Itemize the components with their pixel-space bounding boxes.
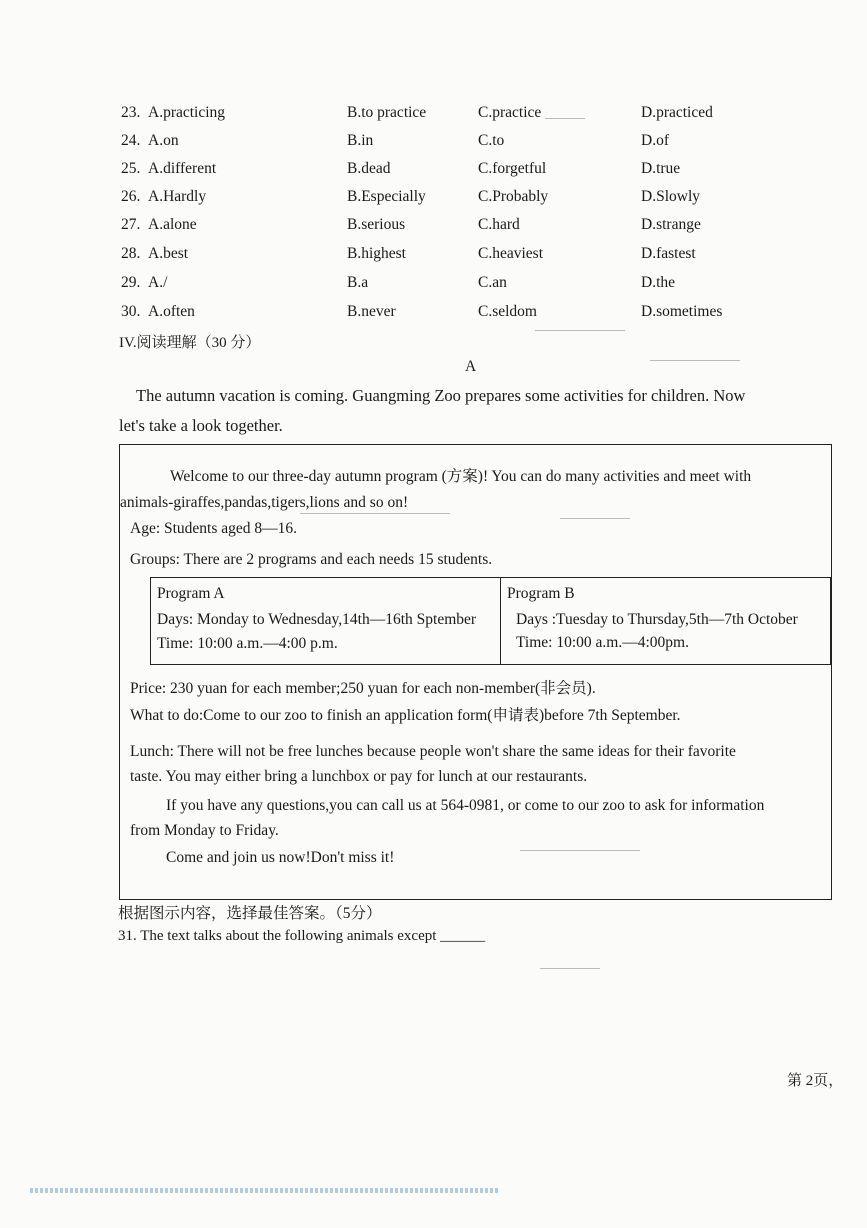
question-row (0, 187, 867, 211)
question-number: 30. (121, 303, 141, 320)
passage-letter: A (465, 358, 477, 375)
notice-questions-line-1: If you have any questions,you can call us at 564-0981, or come to our zoo to ask for information (166, 797, 765, 814)
program-a-time: Time: 10:00 a.m.—4:00 p.m. (157, 635, 338, 652)
question-row (0, 159, 867, 183)
program-a-title: Program A (157, 585, 225, 602)
option-d: D.true (641, 160, 681, 177)
option-b: B.highest (347, 245, 406, 262)
program-table (150, 577, 831, 665)
question-row (0, 244, 867, 268)
program-b-days: Days :Tuesday to Thursday,5th—7th October (516, 611, 798, 628)
passage-intro-line-2: let's take a look together. (119, 416, 283, 435)
scan-speck (650, 360, 740, 361)
option-b: B.to practice (347, 104, 427, 121)
question-row (0, 131, 867, 155)
option-b: B.Especially (347, 188, 426, 205)
notice-welcome-line-2: animals-giraffes,pandas,tigers,lions and so on! (120, 494, 409, 511)
option-b: B.dead (347, 160, 391, 177)
section-heading: IV.阅读理解（30 分） (119, 335, 261, 351)
passage-intro-line-1: The autumn vacation is coming. Guangming Zoo prepares some activities for children. Now (136, 386, 746, 405)
question-number: 28. (121, 245, 141, 262)
option-d: D.of (641, 132, 669, 149)
program-b-time: Time: 10:00 a.m.—4:00pm. (516, 634, 689, 651)
program-a-days: Days: Monday to Wednesday,14th—16th Sptember (157, 611, 477, 628)
option-d: D.the (641, 274, 676, 291)
question-row (0, 215, 867, 239)
option-b: B.a (347, 274, 369, 291)
option-a: A.often (148, 303, 195, 320)
scan-footer-strip (30, 1188, 500, 1193)
scan-speck (520, 850, 640, 851)
option-d: D.fastest (641, 245, 696, 262)
option-d: D.practiced (641, 104, 713, 121)
option-c: C.to (478, 132, 505, 149)
option-c: C.heaviest (478, 245, 543, 262)
scan-speck (535, 330, 625, 331)
question-31: 31. The text talks about the following animals except ______ (118, 928, 486, 944)
question-number: 27. (121, 216, 141, 233)
notice-groups: Groups: There are 2 programs and each needs 15 students. (130, 551, 493, 568)
option-a: A.alone (148, 216, 197, 233)
program-b-title: Program B (507, 585, 575, 602)
option-a: A./ (148, 274, 168, 291)
option-d: D.sometimes (641, 303, 723, 320)
instruction-text: 根据图示内容，选择最佳答案。（5分） (118, 905, 382, 922)
option-a: A.best (148, 245, 189, 262)
page-number: 第 2页， (787, 1073, 844, 1089)
scan-speck (540, 968, 600, 969)
scan-speck (545, 118, 585, 119)
question-number: 23. (121, 104, 141, 121)
question-row (0, 103, 867, 127)
option-b: B.in (347, 132, 374, 149)
option-a: A.on (148, 132, 179, 149)
question-number: 24. (121, 132, 141, 149)
option-a: A.Hardly (148, 188, 207, 205)
option-c: C.an (478, 274, 507, 291)
program-a-cell (151, 578, 501, 664)
scan-speck (560, 518, 630, 519)
notice-lunch-line-2: taste. You may either bring a lunchbox or pay for lunch at our restaurants. (130, 768, 588, 785)
option-b: B.serious (347, 216, 406, 233)
question-number: 26. (121, 188, 141, 205)
option-c: C.seldom (478, 303, 537, 320)
scan-speck (300, 513, 450, 514)
question-row (0, 302, 867, 326)
question-number: 25. (121, 160, 141, 177)
notice-questions-line-2: from Monday to Friday. (130, 822, 279, 839)
notice-lunch-line-1: Lunch: There will not be free lunches because people won't share the same ideas for their favorite (130, 743, 736, 760)
notice-welcome-line-1: Welcome to our three-day autumn program (方案)! You can do many activities and meet with (170, 468, 752, 485)
option-c: C.practice (478, 104, 542, 121)
option-c: C.forgetful (478, 160, 547, 177)
option-d: D.strange (641, 216, 701, 233)
option-d: D.Slowly (641, 188, 700, 205)
question-number: 29. (121, 274, 141, 291)
option-b: B.never (347, 303, 396, 320)
notice-price: Price: 230 yuan for each member;250 yuan for each non-member(非会员). (130, 680, 596, 697)
option-c: C.Probably (478, 188, 549, 205)
notice-what-to-do: What to do:Come to our zoo to finish an application form(申请表)before 7th September. (130, 707, 681, 724)
option-c: C.hard (478, 216, 520, 233)
option-a: A.different (148, 160, 217, 177)
notice-age: Age: Students aged 8—16. (130, 520, 298, 537)
program-b-cell (501, 578, 830, 664)
notice-closing: Come and join us now!Don't miss it! (166, 849, 395, 866)
option-a: A.practicing (148, 104, 226, 121)
question-row (0, 273, 867, 297)
